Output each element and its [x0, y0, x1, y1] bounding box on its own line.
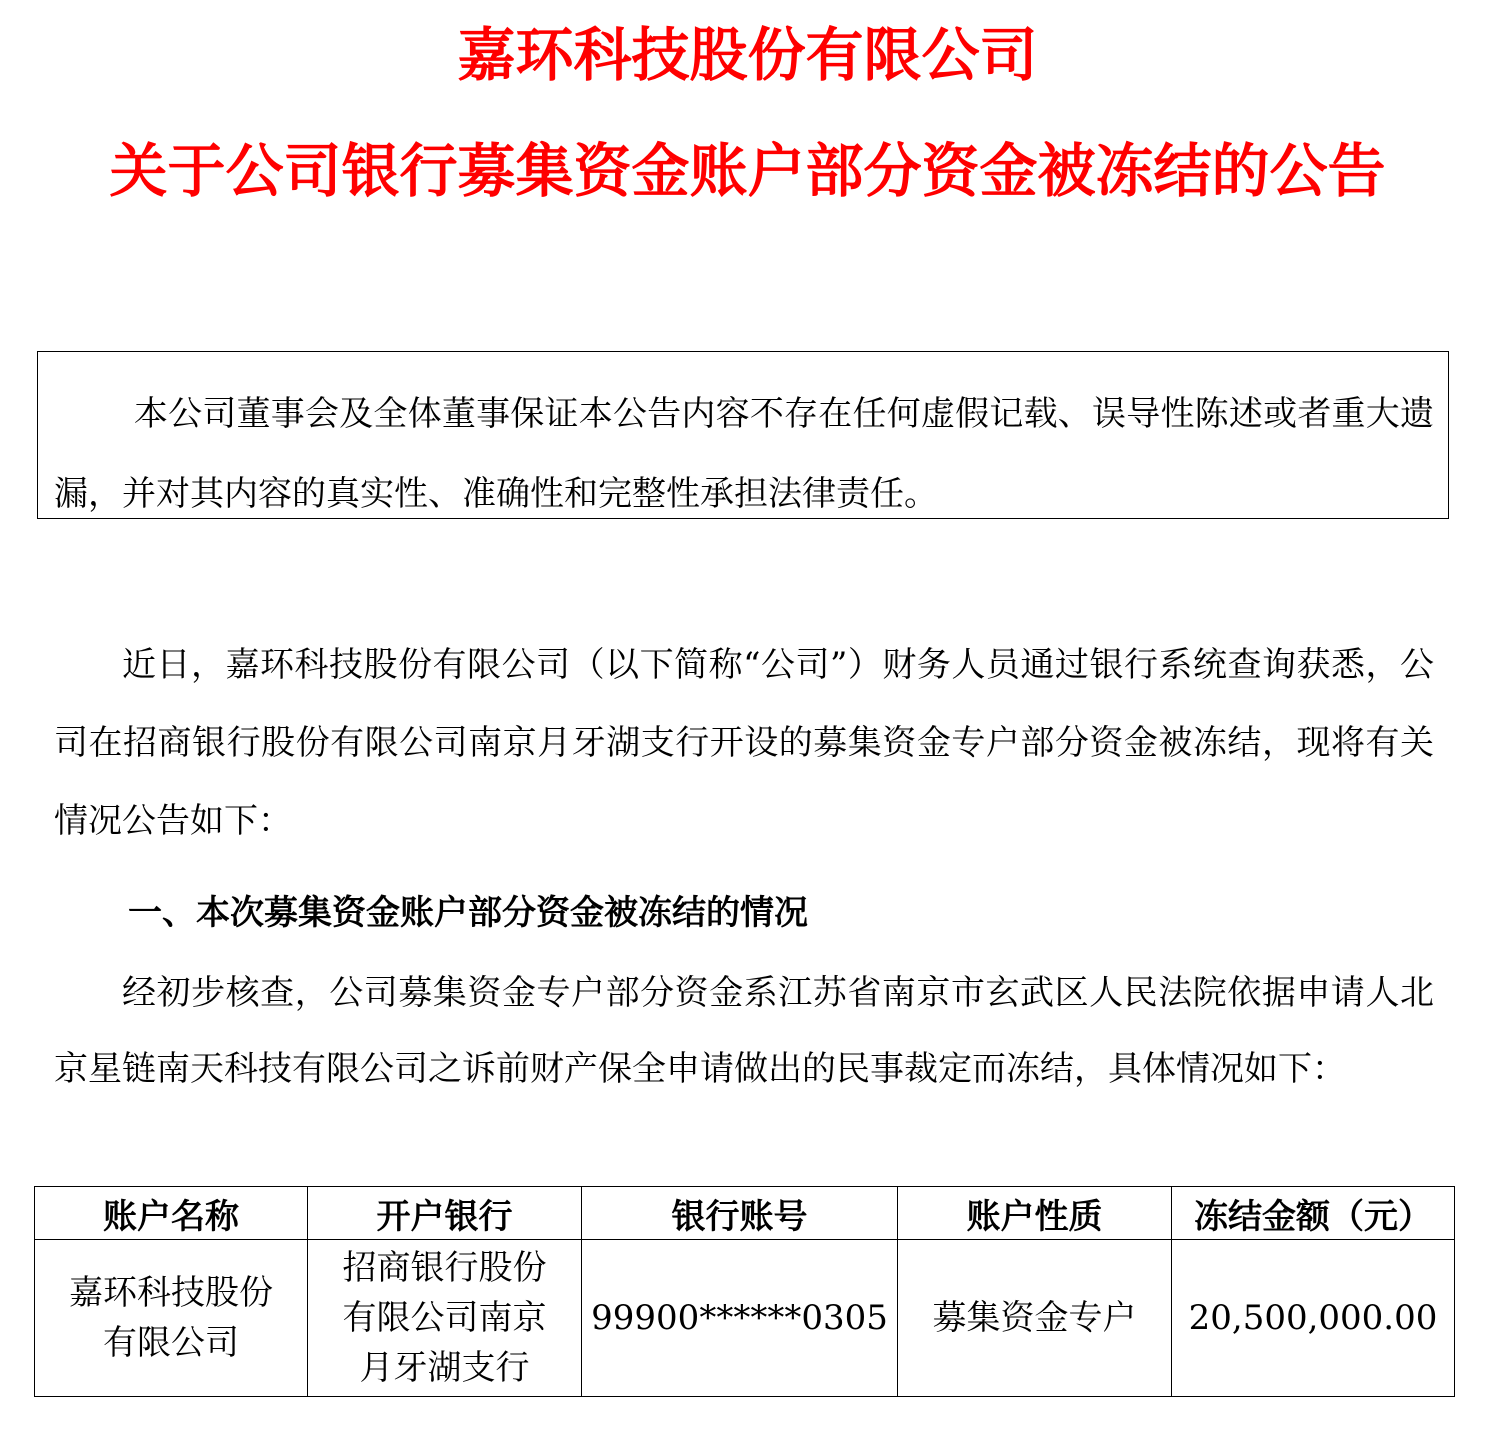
- table-header-row: [35, 1187, 1455, 1240]
- cell-account-number: 99900******0305: [582, 1240, 898, 1397]
- announcement-title: 关于公司银行募集资金账户部分资金被冻结的公告: [109, 137, 1386, 205]
- frozen-account-table: [34, 1186, 1455, 1397]
- header-account-type: 账户性质: [898, 1187, 1172, 1240]
- cell-account-name-text: 嘉环科技股份有限公司: [69, 1273, 273, 1363]
- company-title: 嘉环科技股份有限公司: [457, 21, 1038, 89]
- header-frozen-amount: 冻结金额（元）: [1172, 1187, 1455, 1240]
- cell-frozen-amount: 20,500,000.00: [1172, 1240, 1455, 1397]
- cell-account-name: [35, 1240, 308, 1397]
- cell-bank: [308, 1240, 582, 1397]
- header-account-number: 银行账号: [582, 1187, 898, 1240]
- cell-bank-text: 招商银行股份有限公司南京月牙湖支行: [342, 1248, 547, 1388]
- disclaimer-box: [37, 351, 1449, 519]
- table-row: [35, 1240, 1455, 1397]
- header-bank: 开户银行: [308, 1187, 582, 1240]
- disclaimer-text: 本公司董事会及全体董事保证本公告内容不存在任何虚假记载、误导性陈述或者重大遗漏，并对其内容的真实性、准确性和完整性承担法律责任。: [54, 394, 1434, 514]
- section-heading-1: 一、本次募集资金账户部分资金被冻结的情况: [128, 893, 808, 933]
- intro-paragraph: 近日，嘉环科技股份有限公司（以下简称“公司”）财务人员通过银行系统查询获悉，公司在招商银行股份有限公司南京月牙湖支行开设的募集资金专户部分资金被冻结，现将有关情况公告如下：: [54, 645, 1434, 841]
- header-account-name: 账户名称: [35, 1187, 308, 1240]
- section-1-paragraph: 经初步核查，公司募集资金专户部分资金系江苏省南京市玄武区人民法院依据申请人北京星链南天科技有限公司之诉前财产保全申请做出的民事裁定而冻结，具体情况如下：: [54, 973, 1434, 1089]
- cell-account-type: 募集资金专户: [898, 1240, 1172, 1397]
